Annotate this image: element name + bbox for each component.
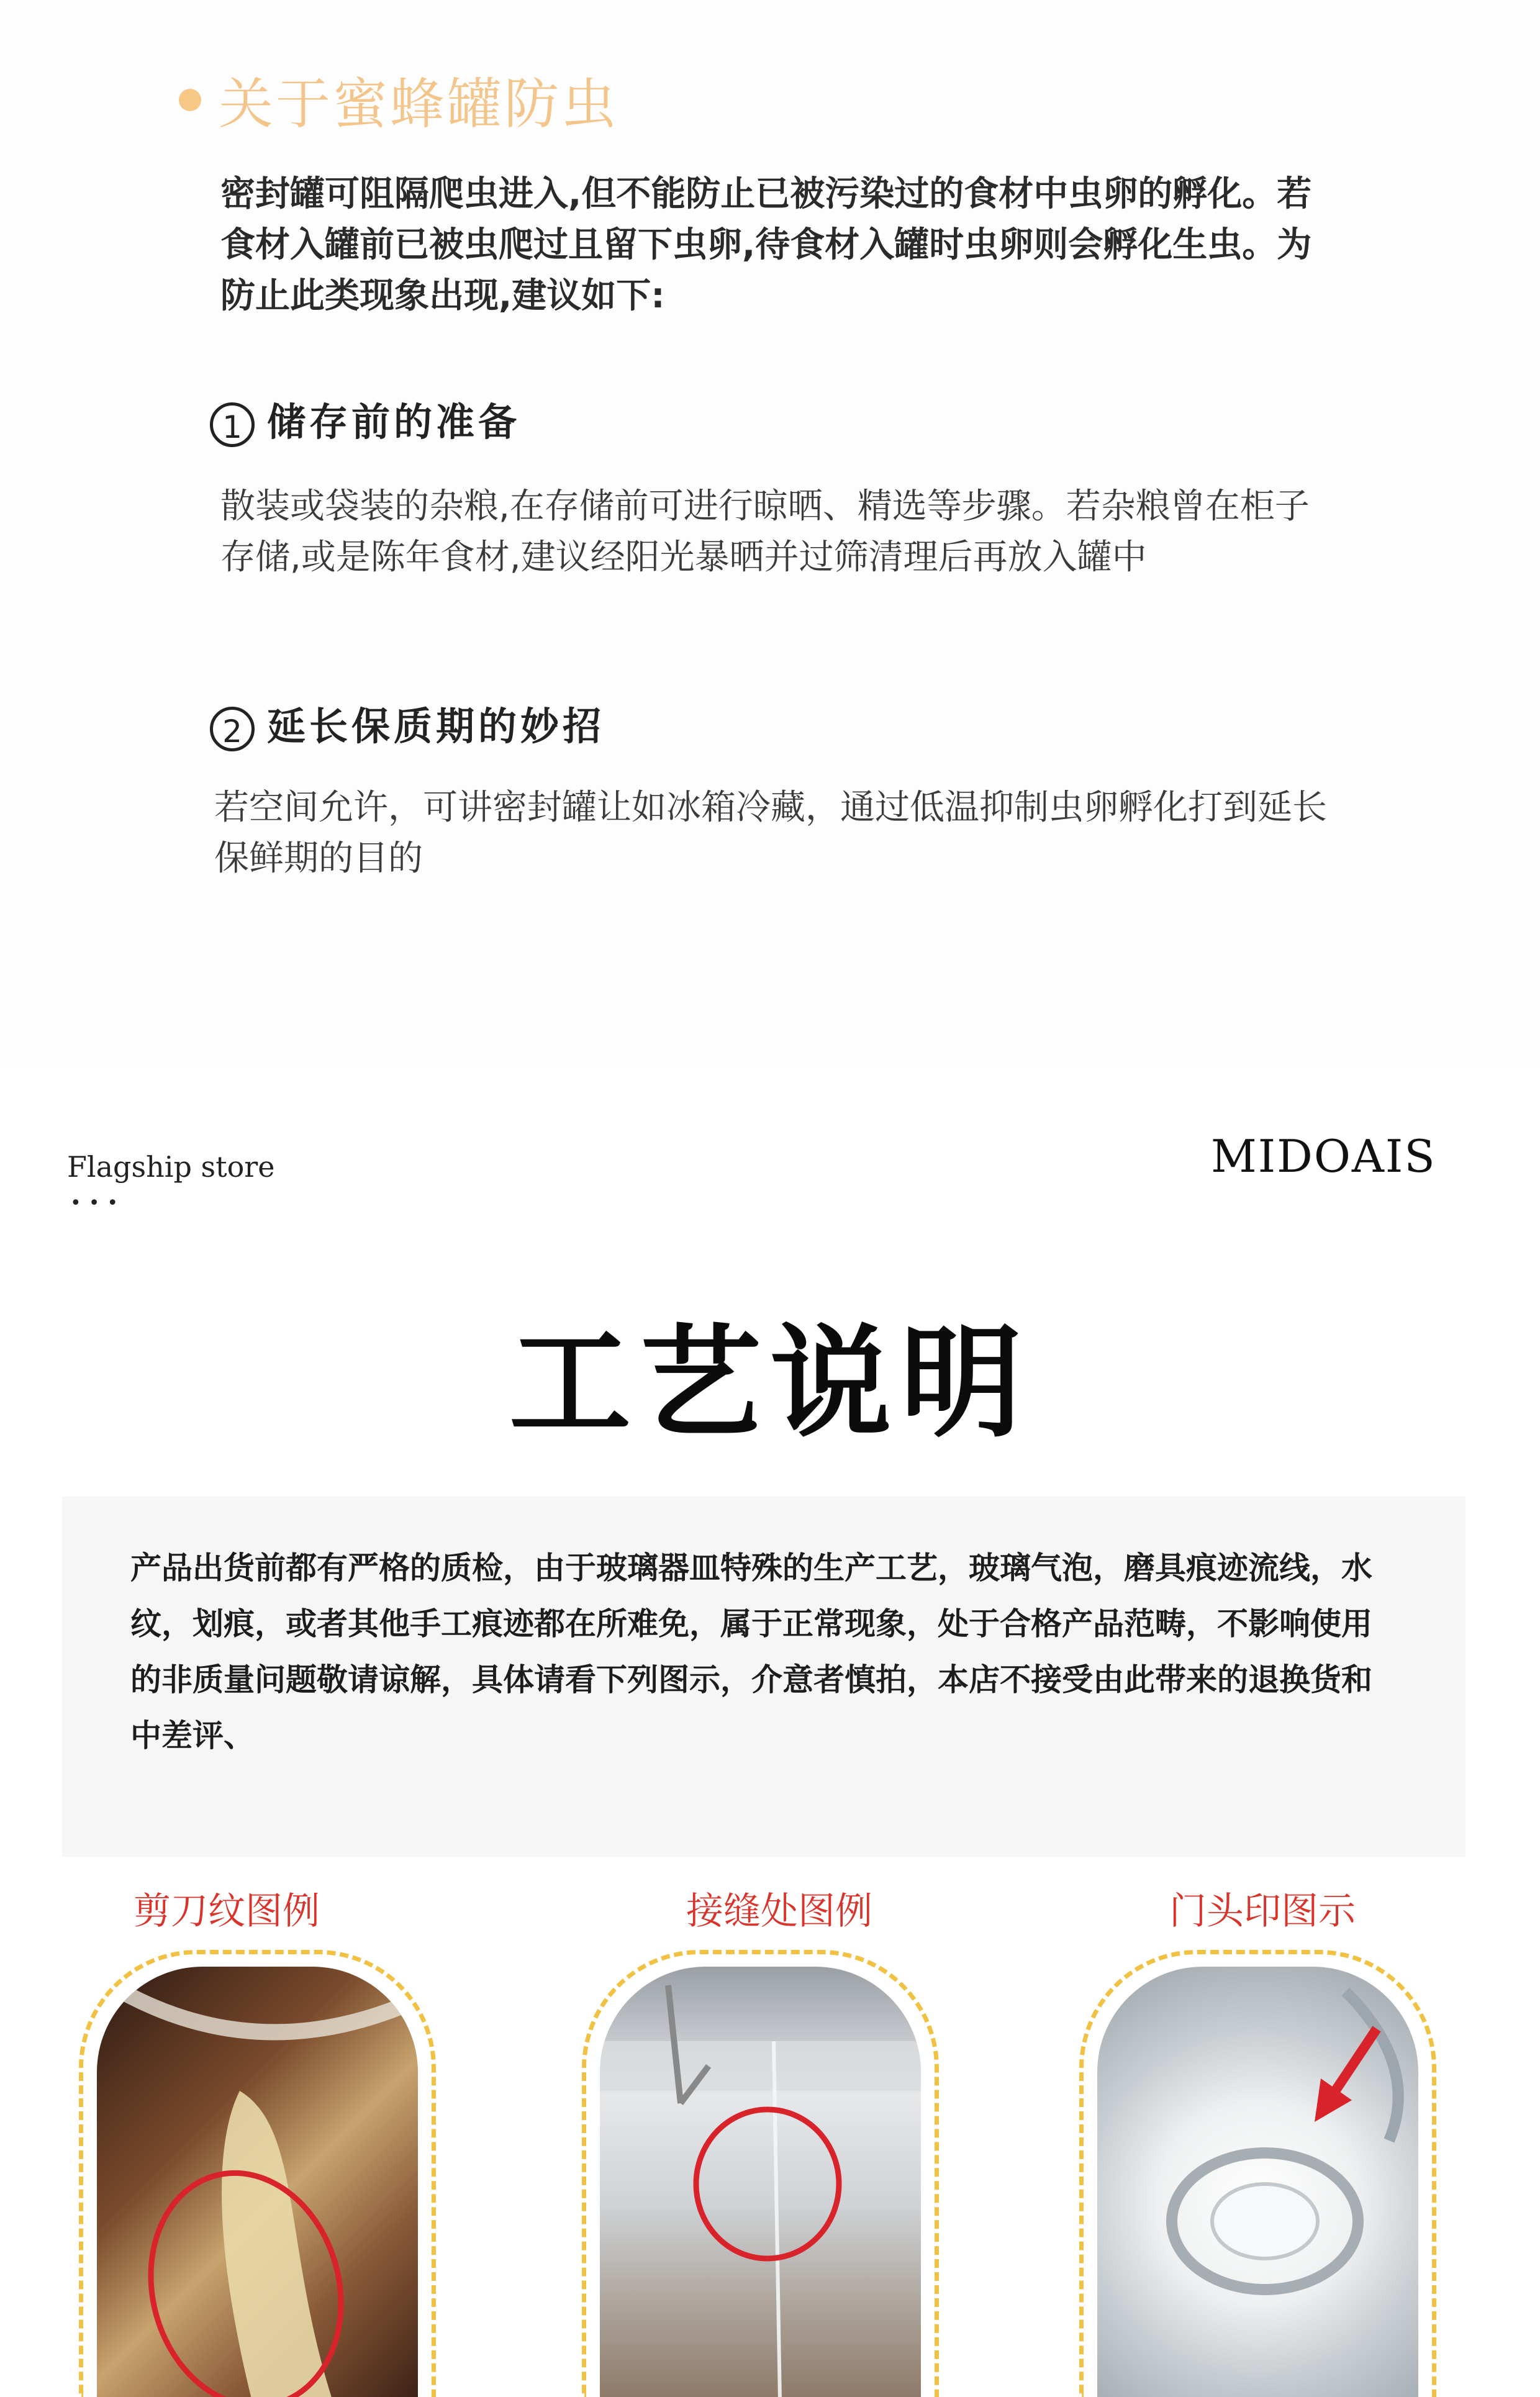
storage-section-title: 关于蜜蜂罐防虫 bbox=[219, 72, 619, 136]
example-caption-scissor-mark: 剪刀纹图例 bbox=[134, 1890, 320, 1933]
step-1-number-icon: 1 bbox=[210, 402, 255, 447]
example-image-frame-2 bbox=[582, 1950, 939, 2397]
notice-text: 产品出货前都有严格的质检，由于玻璃器皿特殊的生产工艺，玻璃气泡，磨具痕迹流线，水纹，划痕，或者其他手工痕迹都在所难免，属于正常现象，处于合格产品范畴，不影响使用的非质量问题敬请谅解，具体请看下列图示，介意者慎拍，本店不接受由此带来的退换货和中差评、 bbox=[130, 1550, 1372, 1754]
store-dots: ••• bbox=[70, 1192, 126, 1214]
example-image-frame-1 bbox=[79, 1950, 436, 2397]
brand-logo: MIDOAIS bbox=[1211, 1130, 1436, 1182]
step-1-heading-text: 储存前的准备 bbox=[267, 399, 521, 445]
example-caption-seam: 接缝处图例 bbox=[686, 1890, 872, 1933]
scissor-mark-photo bbox=[97, 1967, 418, 2397]
highlight-circle-2 bbox=[696, 2109, 839, 2259]
step-2-number-icon: 2 bbox=[210, 707, 255, 751]
example-caption-gate-mark: 门头印图示 bbox=[1169, 1890, 1356, 1933]
step-2-text: 若空间允许，可讲密封罐让如冰箱冷藏，通过低温抑制虫卵孵化打到延长保鲜期的目的 bbox=[214, 787, 1327, 879]
seam-illustration bbox=[600, 1967, 921, 2397]
craft-title: 工艺说明 bbox=[509, 1313, 1031, 1454]
example-image-frame-3 bbox=[1079, 1950, 1436, 2397]
step-1-text: 散装或袋装的杂粮,在存储前可进行晾晒、精选等步骤。若杂粮曾在柜子存储,或是陈年食材,建议经阳光暴晒并过筛清理后再放入罐中 bbox=[220, 486, 1310, 578]
step-2-heading-text: 延长保质期的妙招 bbox=[267, 704, 605, 749]
storage-intro-text: 密封罐可阻隔爬虫进入,但不能防止已被污染过的食材中虫卵的孵化。若食材入罐前已被虫爬过且留下虫卵,待食材入罐时虫卵则会孵化生虫。为防止此类现象出现,建议如下: bbox=[220, 174, 1312, 316]
store-label: Flagship store bbox=[67, 1150, 275, 1184]
gate-mark-photo bbox=[1097, 1967, 1418, 2397]
step-2-heading bbox=[210, 696, 605, 751]
scissor-mark-illustration bbox=[97, 1967, 418, 2397]
title-bullet-icon bbox=[179, 89, 201, 111]
step-1-heading bbox=[210, 391, 520, 447]
gate-mark-illustration bbox=[1097, 1967, 1418, 2397]
seam-photo bbox=[600, 1967, 921, 2397]
